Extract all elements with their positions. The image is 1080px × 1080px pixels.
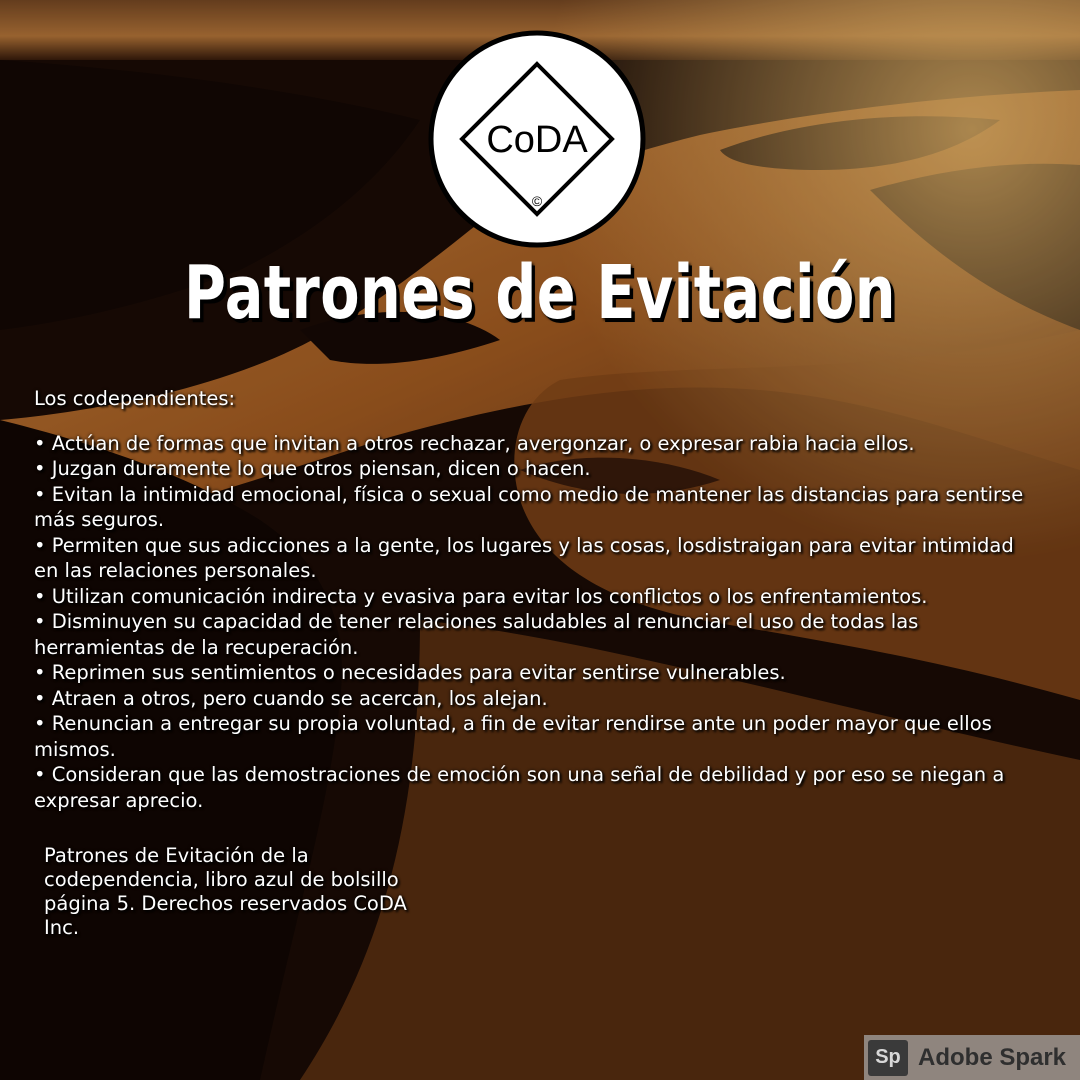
- list-item: • Utilizan comunicación indirecta y evasiva para evitar los conflictos o los enfrentamientos.: [34, 584, 928, 608]
- logo-text: CoDA: [486, 119, 588, 161]
- coda-logo: [426, 28, 648, 250]
- patterns-list: [34, 386, 1044, 813]
- list-item: • Juzgan duramente lo que otros piensan, dicen o hacen.: [34, 457, 591, 480]
- source-credit: Patrones de Evitación de la codependencia, libro azul de bolsillo página 5. Derechos reservados CoDA Inc.: [44, 844, 407, 939]
- adobe-spark-watermark: [864, 1035, 1080, 1080]
- list-item: • Consideran que las demostraciones de emoción son una señal de debilidad y por eso se niegan a expresar aprecio.: [34, 763, 1005, 812]
- watermark-label: Adobe Spark: [918, 1043, 1067, 1071]
- intro-text: Los codependientes:: [34, 387, 236, 410]
- list-item: • Permiten que sus adicciones a la gente, los lugares y las cosas, losdistraigan para evitar intimidad en las relaciones personales.: [34, 533, 1014, 582]
- page-title: Patrones de Evitación: [184, 250, 896, 336]
- list-item: • Reprimen sus sentimientos o necesidades para evitar sentirse vulnerables.: [34, 661, 786, 684]
- list-item: • Actúan de formas que invitan a otros rechazar, avergonzar, o expresar rabia hacia ellos.: [34, 431, 915, 455]
- list-item: • Renuncian a entregar su propia voluntad, a fin de evitar rendirse ante un poder mayor que ellos mismos.: [34, 712, 992, 761]
- adobe-spark-icon: Sp: [868, 1040, 908, 1076]
- list-item: • Atraen a otros, pero cuando se acercan, los alejan.: [34, 686, 548, 710]
- copyright-symbol: ©: [531, 193, 543, 209]
- list-item: • Evitan la intimidad emocional, física o sexual como medio de mantener las distancias para sentirse más seguros.: [34, 482, 1024, 531]
- list-item: • Disminuyen su capacidad de tener relaciones saludables al renunciar el uso de todas las herramientas de la recuperación.: [34, 610, 919, 659]
- coda-logo-icon: [426, 28, 648, 250]
